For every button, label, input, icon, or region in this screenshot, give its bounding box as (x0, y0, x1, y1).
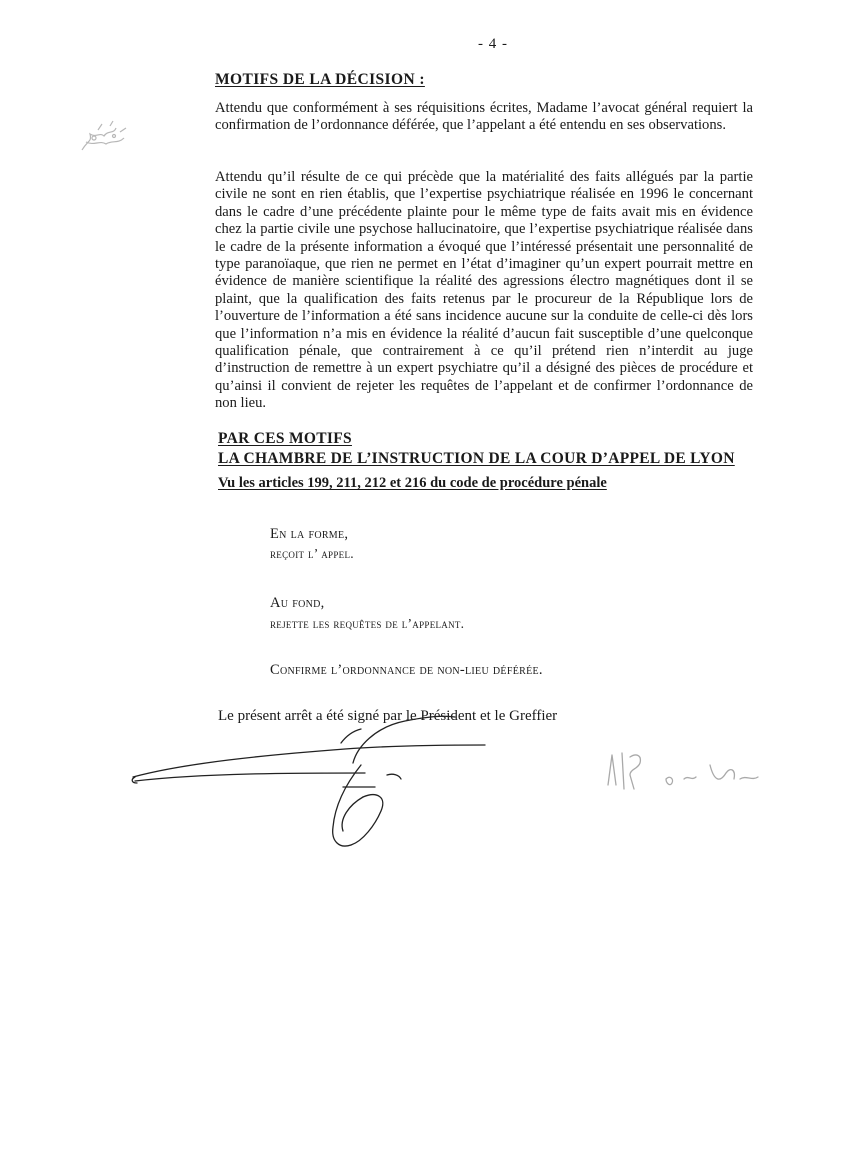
motifs-title: MOTIFS DE LA DÉCISION : (215, 71, 425, 88)
confirmation-decision: Confirme l’ordonnance de non-lieu déférée. (270, 662, 543, 678)
greffier-signature (600, 745, 770, 805)
forme-heading: En la forme, (270, 526, 349, 542)
president-signature (125, 715, 505, 855)
court-name-heading: LA CHAMBRE DE L’INSTRUCTION DE LA COUR D’APPEL DE LYON (218, 450, 735, 467)
motifs-paragraph-2: Attendu qu’il résulte de ce qui précède que la matérialité des faits allégués par la partie civile ne sont en rien établis, que l’expertise psychiatrique réalisée en 1996 le concernant dans le cadre d’une précédente plainte pour le même type de faits avait mis en évidence chez la partie civile une psychose hallucinatoire, que l’expertise psychiatrique réalisée dans le cadre de la présente information a évoqué que l’intéressé présentait une personnalité de type paranoïaque, que rien ne permet en l’état d’imaginer qu’un expert pourrait mettre en évidence de manière scientifique la réalité des agressions électro magnétiques dont il se plaint, que la qualification des faits retenus par le procureur de la République lors de l’ouverture de l’information a été sans incidence aucune sur la conduite de celle-ci dès lors que l’information n’a mis en évidence la réalité d’aucun fait susceptible d’une quelconque qualification pénale, que contrairement à ce qu’il prétend rien n’interdit au juge d’instruction de remettre à un expert psychiatre qu’il a désigné des pièces de procédure et qu’ainsi il convient de rejeter les requêtes de l’appelant et de confirmer l’ordonnance de non lieu. (215, 169, 753, 412)
fond-decision: rejette les requêtes de l’appelant. (270, 616, 465, 631)
par-ces-motifs-heading: PAR CES MOTIFS (218, 430, 352, 447)
fond-heading: Au fond, (270, 595, 325, 611)
forme-decision: reçoit l’ appel. (270, 546, 354, 561)
signature-statement: Le présent arrêt a été signé par le Président et le Greffier (218, 708, 558, 724)
motifs-paragraph-1: Attendu que conformément à ses réquisitions écrites, Madame l’avocat général requiert la confirmation de l’ordonnance déférée, que l’appelant a été entendu en ses observations. (215, 100, 753, 134)
page-number: - 4 - (478, 36, 508, 52)
articles-reference: Vu les articles 199, 211, 212 et 216 du code de procédure pénale (218, 475, 607, 491)
stamp-mark (70, 112, 145, 162)
